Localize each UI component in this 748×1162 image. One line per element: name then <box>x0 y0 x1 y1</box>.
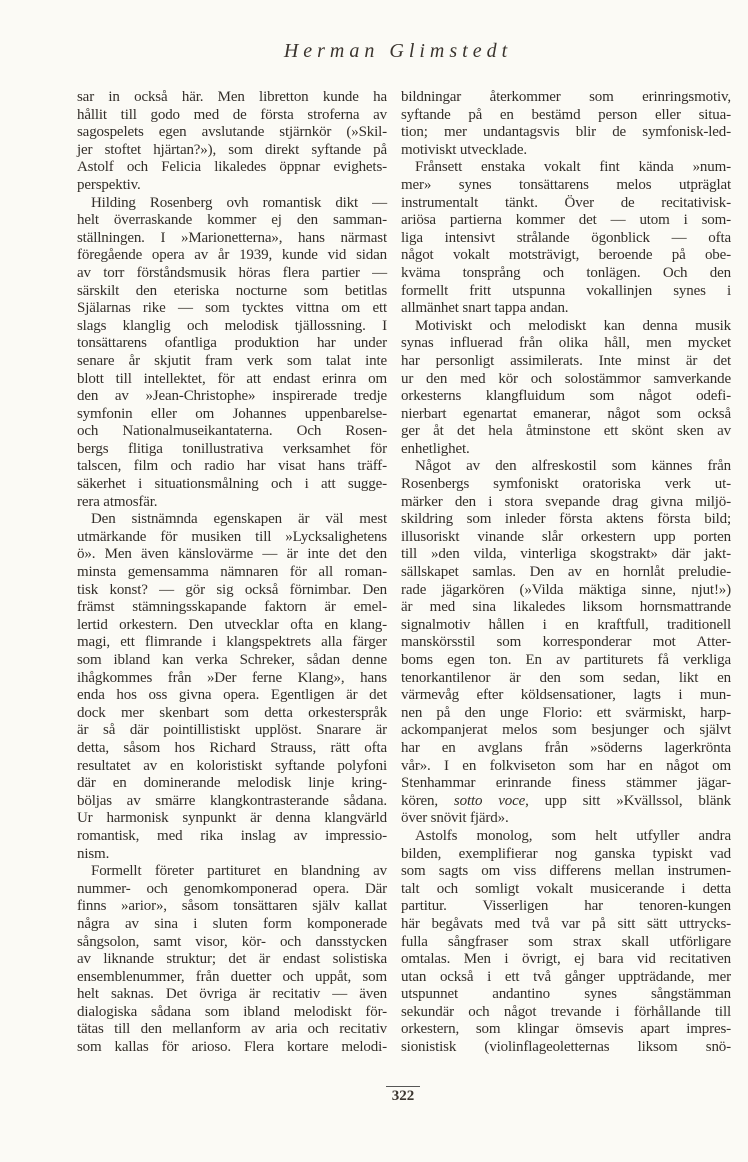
text-line: nism. <box>77 845 110 862</box>
text-line: rera atmosfär. <box>77 493 158 510</box>
text-line: är så där pointillistiskt upplöst. Snarare är <box>77 722 387 739</box>
text-line: utmärkande för musiken till »Lycksalighetens <box>77 528 387 545</box>
text-line: magi, ett flimrande i klangspektrets alla färger <box>77 634 387 651</box>
text-line: orkesterns klangfluidum som något odefi- <box>401 388 731 405</box>
text-line: motiviskt utvecklade. <box>401 141 527 158</box>
text-line: tonsättarens ofantliga produktion har under <box>77 335 387 352</box>
text-line: synas influerad från olika håll, men mycket <box>401 335 731 352</box>
text-line: sekundär och något trevande i förhållande till <box>401 1003 731 1020</box>
text-line: fulla sångfraser som strax skall utförligare <box>401 933 731 950</box>
text-line: helt saknas. Det övriga är recitativ — även <box>77 986 387 1003</box>
text-line: något vokalt motsträvigt, beroende på obe- <box>401 247 731 264</box>
text-line: romantisk, med rika inslag av impressio- <box>77 827 387 844</box>
text-line <box>401 793 731 811</box>
text-line: ö». Men även känslovärme — är inte det den <box>77 546 387 563</box>
running-head: Herman Glimstedt <box>283 40 513 62</box>
paragraph <box>401 458 731 827</box>
text-line: sångsolon, samt visor, kör- och dansstycken <box>77 933 387 950</box>
text-line: som kallas för arioso. Flera kortare melodi- <box>77 1039 387 1056</box>
text-line: några av sina i sluten form komponerade <box>77 915 387 932</box>
text-line: skildring som inleder första aktens första bild; <box>401 511 731 528</box>
text-line: nierbart egenartat emanerar, något som också <box>401 405 731 422</box>
text-line: Hilding Rosenberg ovh romantisk dikt — <box>91 194 387 211</box>
text-line: sar in också här. Men libretton kunde ha <box>77 89 387 105</box>
text-line: allmänhet snart tappa andan. <box>401 300 569 317</box>
text-line: rade jägarkören (»Vilda mäktiga sinne, njut!») <box>401 581 731 598</box>
text-line: har personligt assimilerats. Inte minst är det <box>401 352 731 369</box>
text-line: tenorkantilenor är den som sedan, likt en <box>401 669 731 686</box>
text-line: symfonin eller om Johannes uppenbarelse- <box>77 405 387 422</box>
text-line: sällskapet samlas. Den av en hornlåt preludie- <box>401 564 731 581</box>
text-line: Astolfs monolog, som helt utfyller andra <box>415 827 731 844</box>
text-line: boms egen ton. En av partiturets få verkliga <box>401 652 731 668</box>
text-line: nummer- och genomkomponerad opera. Där <box>77 880 387 897</box>
text-segment: , upp sitt »Kvällssol, blänk <box>525 792 731 809</box>
text-line: bilden, exemplifierar nog ganska typiskt vad <box>401 845 731 862</box>
text-line: ensemblenummer, från duetter och uppåt, som <box>77 968 387 985</box>
text-line: den av »Jean-Christophe» inspirerade tredje <box>77 388 387 405</box>
text-line: säkerhet i situationsmålning och i att sugge- <box>77 476 387 493</box>
italic-text: sotto voce <box>453 792 526 809</box>
text-line: lertid orkestern. Den utvecklar ofta en klang- <box>77 616 387 633</box>
text-line: enhetlighet. <box>401 440 470 457</box>
text-line: över snövit fjärd». <box>401 810 509 827</box>
text-line: som sagts om viss differens mellan instrumen- <box>401 863 731 880</box>
text-line: som ibland kan verka Schreker, sådan denne <box>77 652 387 668</box>
text-line: ihågkommes från »Der ferne Klang», hans <box>77 669 387 686</box>
text-line: liga intensivt strålande ögonblick — ofta <box>401 229 731 246</box>
text-line: bergs flitiga tonillustrativa verksamhet för <box>77 440 387 457</box>
text-line: av liknande struktur; det är endast solistiska <box>77 951 387 968</box>
text-line: Rosenbergs symfoniskt oratoriska verk ut- <box>401 476 731 493</box>
text-line: där en dominerande melodisk linje kring- <box>77 775 387 792</box>
text-line: ariösa partierna kommer det — utom i som- <box>401 212 731 229</box>
text-line: ställningen. I »Marionetterna», hans närmast <box>77 229 387 246</box>
text-line: senare år skjutit fram verk som talat inte <box>77 352 387 369</box>
text-line: jer stoftet hjärtan?»), som direkt syftande på <box>77 141 387 158</box>
text-line: hållit till godo med de första stroferna av <box>77 106 387 123</box>
text-line: bildningar återkommer som erinringsmotiv, <box>401 89 731 105</box>
text-line: Formellt företer partituret en blandning av <box>91 863 387 880</box>
text-line: föregående opera av år 1939, kunde vid sidan <box>77 247 387 264</box>
text-line: mer» synes tonsättarens melos utpräglat <box>401 176 731 193</box>
text-line: dock mer skenbart som detta orkesterspråk <box>77 704 387 721</box>
text-line: värmevåg efter köldsensationer, lagts i mun- <box>401 687 731 704</box>
text-line: Något av den alfreskostil som kännes från <box>415 458 731 475</box>
text-line: Stenhammar erinrande finess stämmer jägar- <box>401 775 731 792</box>
text-line: talt och somligt vokalt musicerande i detta <box>401 880 731 897</box>
text-line: här begåvats med två var på sitt sätt uttrycks- <box>401 915 731 932</box>
text-segment: kören, <box>401 792 454 809</box>
text-line: formellt fritt utspunna vokallinjen synes i <box>401 282 731 299</box>
text-line: talscen, film och radio har visat hans träff- <box>77 458 387 475</box>
text-line: partitur. Visserligen har tenoren-kungen <box>401 898 731 915</box>
text-line: omtalas. Men i övrigt, ej bara vid recitativen <box>401 951 731 968</box>
page-number: 322 <box>386 1086 420 1105</box>
text-line: finns »arior», såsom tonsättaren själv kallat <box>77 898 387 915</box>
text-line: dialogiska sådana som ibland melodiskt för- <box>77 1003 387 1020</box>
text-line: böljas av smärre klangkontrasterande sådana. <box>77 792 387 809</box>
text-line: ackompanjerat melos som besjunger och självt <box>401 722 731 739</box>
text-line: till »den vilda, vinterliga skogstrakt» där jakt- <box>401 546 731 563</box>
text-line: Frånsett enstaka vokalt fint kända »num- <box>415 159 731 176</box>
text-line: Motiviskt och melodiskt kan denna musik <box>415 317 731 334</box>
text-line: sionistisk (violinflageoletternas liksom snö- <box>401 1039 731 1056</box>
text-line: tätas till den mellanform av aria och recitativ <box>77 1021 387 1038</box>
paragraph <box>77 195 387 512</box>
text-line: detta, såsom hos Richard Strauss, rätt ofta <box>77 739 387 756</box>
text-line: är med sina likaledes liksom hornsmattrande <box>401 599 731 616</box>
text-line: resultatet av en koloristiskt syftande polyfoni <box>77 757 387 774</box>
text-line: särskilt den eteriska nocturne som betitlas <box>77 282 387 299</box>
paragraph <box>401 318 731 459</box>
text-line: tion; mer undantagsvis blir de symfonisk-led- <box>401 124 731 141</box>
text-column-left <box>77 89 387 1057</box>
text-line: minsta gemensamma nämnaren för all roman- <box>77 564 387 581</box>
text-line: blott till intellektet, för att endast erinra om <box>77 370 387 387</box>
text-line: Ur harmonisk synpunkt är denna klangvärld <box>77 810 387 827</box>
text-line: märker den i stora svepande drag givna miljö- <box>401 493 731 510</box>
text-line: instrumentalt tänkt. Över de recitativisk- <box>401 194 731 211</box>
text-line: Den sistnämnda egenskapen är väl mest <box>91 511 387 528</box>
text-column-right <box>401 89 731 1057</box>
text-line: manskörsstil som korresponderar mot Atter- <box>401 634 731 651</box>
text-line: orkestern, som klingar ömsevis apart impres- <box>401 1021 731 1038</box>
paragraph <box>77 89 387 195</box>
text-line: nen på den unge Florio: ett svärmiskt, harp- <box>401 704 731 721</box>
text-line: ur den med kör och solostämmor samverkande <box>401 370 731 387</box>
text-line: tisk konst? — gör sig också förnimbar. Den <box>77 581 387 598</box>
text-line: Astolf och Felicia likaledes öppnar evighets- <box>77 159 387 176</box>
text-line: ger åt det hela åtminstone ett skönt sken av <box>401 423 731 440</box>
text-line: enda hos oss givna opera. Egentligen är det <box>77 687 387 704</box>
text-line: helt överraskande kommer ej den samman- <box>77 212 387 229</box>
text-line: sagospelets egen avslutande stjärnkör (»Skil- <box>77 124 387 141</box>
text-line: vår». I en folkviseton som har en något om <box>401 757 731 774</box>
paragraph <box>401 89 731 159</box>
text-line: av torr förståndsmusik höras flera partier — <box>77 264 387 281</box>
text-line: har en avglans från »söderns lagerkrönta <box>401 739 731 756</box>
paragraph <box>77 511 387 863</box>
text-line: utan också i ett två gånger uppträdande, mer <box>401 968 731 985</box>
text-line: kväma tonsprång och tonlägen. Och den <box>401 264 731 281</box>
paragraph <box>77 863 387 1057</box>
text-line: Själarnas rike — som tycktes vittna om ett <box>77 300 387 317</box>
text-line: illusoriskt vinande slår orkestern upp porten <box>401 528 731 545</box>
text-line: utspunnet andantino synes sångstämman <box>401 986 731 1003</box>
paragraph <box>401 828 731 1057</box>
text-line: signalmotiv hållen i en kraftfull, traditionell <box>401 616 731 633</box>
text-line: syftande på en bestämd person eller situa- <box>401 106 731 123</box>
text-line: och Nationalmuseikantaterna. Och Rosen- <box>77 423 387 440</box>
text-line: slags klanglig och melodisk tjällossning. I <box>77 317 387 334</box>
paragraph <box>401 159 731 317</box>
text-line: främst stämningsskapande faktorn är emel- <box>77 599 387 616</box>
text-line: perspektiv. <box>77 176 141 193</box>
